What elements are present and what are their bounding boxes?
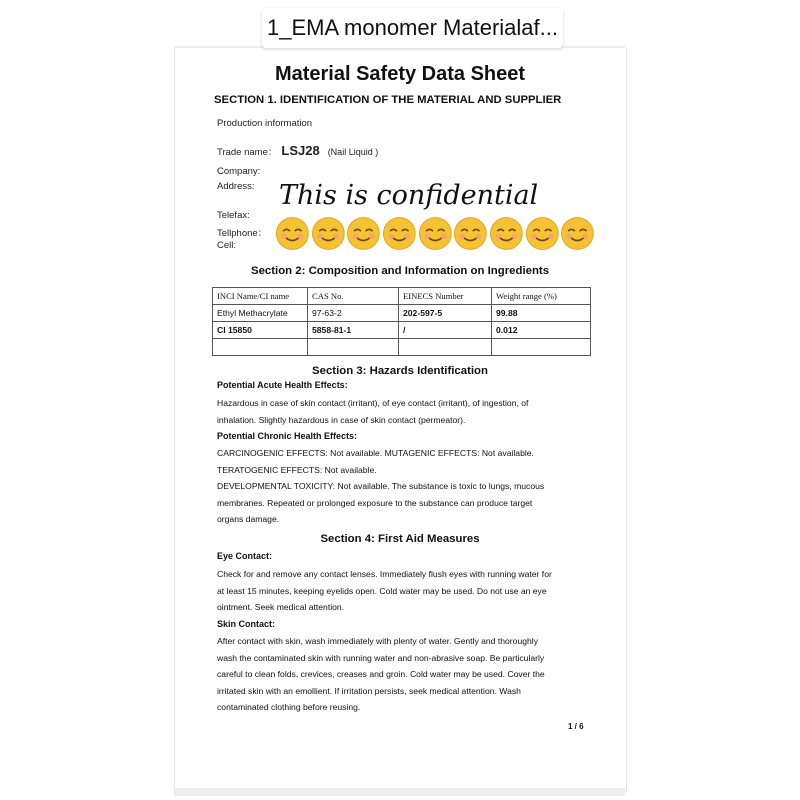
table-cell [492, 339, 591, 356]
address-label: Address: [217, 181, 255, 192]
section4-heading: Section 4: First Aid Measures [320, 533, 480, 545]
telefax-label: Telefax: [217, 210, 250, 221]
eye-contact-text [217, 566, 587, 616]
table-cell: 97-63-2 [308, 305, 399, 322]
smiling-face-icon [525, 216, 560, 251]
text-line: inhalation. Slightly hazardous in case of skin contact (permeator). [217, 414, 466, 425]
column-header: INCI Name/CI name [213, 288, 308, 305]
table-row [213, 305, 591, 322]
eye-contact-title: Eye Contact: [217, 551, 273, 561]
table-cell [399, 339, 492, 356]
smiling-face-icon [489, 216, 524, 251]
confidential-overlay-text: This is confidential [279, 180, 539, 211]
acute-effects-text [217, 395, 587, 428]
text-line: careful to clean folds, crevices, creases and groin. Cold water may be used. Cover the [217, 669, 545, 679]
company-label: Company: [217, 166, 261, 177]
table-cell: CI 15850 [213, 322, 308, 339]
page-number: 1 / 6 [568, 722, 584, 731]
page-bottom-edge [174, 788, 625, 796]
text-line: at least 15 minutes, keeping eyelids open. Cold water may be used. Do not use an eye [217, 585, 547, 596]
file-title[interactable]: 1_EMA monomer Materialaf... [262, 8, 563, 48]
text-line: organs damage. [217, 514, 280, 524]
document-title: Material Safety Data Sheet [274, 63, 526, 85]
table-cell: Ethyl Methacrylate [213, 305, 308, 322]
trade-name-label: Trade name： [217, 147, 278, 158]
table-cell [308, 339, 399, 356]
trade-name-value: LSJ28 [281, 143, 320, 158]
table-cell: 202-597-5 [399, 305, 492, 322]
table-cell: / [399, 322, 492, 339]
table-row [213, 322, 591, 339]
section1-heading: SECTION 1. IDENTIFICATION OF THE MATERIAL AND SUPPLIER [214, 94, 562, 106]
text-line: ointment. Seek medical attention. [217, 602, 345, 612]
smiling-face-icon [346, 216, 381, 251]
composition-table [212, 287, 591, 356]
section3-heading: Section 3: Hazards Identification [312, 365, 488, 377]
smiling-face-icon [418, 216, 453, 251]
text-line: Hazardous in case of skin contact (irritant), of eye contact (irritant), of ingestion, of [217, 398, 529, 408]
chronic-effects-title: Potential Chronic Health Effects: [217, 431, 358, 441]
smiling-face-icon [453, 216, 488, 251]
text-line: irritated skin with an emollient. If irritation persists, seek medical attention. Wash [217, 685, 521, 696]
smiling-face-icon [311, 216, 346, 251]
text-line: After contact with skin, wash immediately with plenty of water. Gently and thoroughly [217, 636, 538, 646]
skin-contact-title: Skin Contact: [217, 619, 276, 629]
trade-name-note: (Nail Liquid ) [327, 147, 379, 157]
cell-label: Cell: [217, 240, 237, 251]
text-line: Check for and remove any contact lenses. Immediately flush eyes with running water for [217, 569, 552, 579]
table-row [213, 339, 591, 356]
skin-contact-text [217, 633, 587, 716]
smiling-face-icon [560, 216, 595, 251]
table-cell: 5858-81-1 [308, 322, 399, 339]
text-line: TERATOGENIC EFFECTS: Not available. [217, 464, 377, 475]
table-header-row [213, 288, 591, 305]
trade-name-row [217, 143, 378, 158]
chronic-effects-text [217, 445, 587, 528]
column-header: CAS No. [308, 288, 399, 305]
column-header: EINECS Number [399, 288, 492, 305]
smiling-face-icon [275, 216, 310, 251]
column-header: Weight range (%) [492, 288, 591, 305]
table-cell: 0.012 [492, 322, 591, 339]
text-line: CARCINOGENIC EFFECTS: Not available. MUTAGENIC EFFECTS: Not available. [217, 448, 534, 458]
emoji-row [275, 216, 595, 252]
tellphone-label: Tellphone： [217, 228, 268, 239]
acute-effects-title: Potential Acute Health Effects: [217, 380, 348, 390]
production-info: Production information [217, 118, 313, 129]
text-line: membranes. Repeated or prolonged exposure to the substance can produce target [217, 497, 533, 508]
table-cell [213, 339, 308, 356]
table-cell: 99.88 [492, 305, 591, 322]
text-line: DEVELOPMENTAL TOXICITY: Not available. The substance is toxic to lungs, mucous [217, 481, 545, 491]
text-line: contaminated clothing before reusing. [217, 702, 361, 712]
smiling-face-icon [382, 216, 417, 251]
text-line: wash the contaminated skin with running water and non-abrasive soap. Be particularly [217, 652, 545, 663]
section2-heading: Section 2: Composition and Information on Ingredients [250, 265, 550, 277]
